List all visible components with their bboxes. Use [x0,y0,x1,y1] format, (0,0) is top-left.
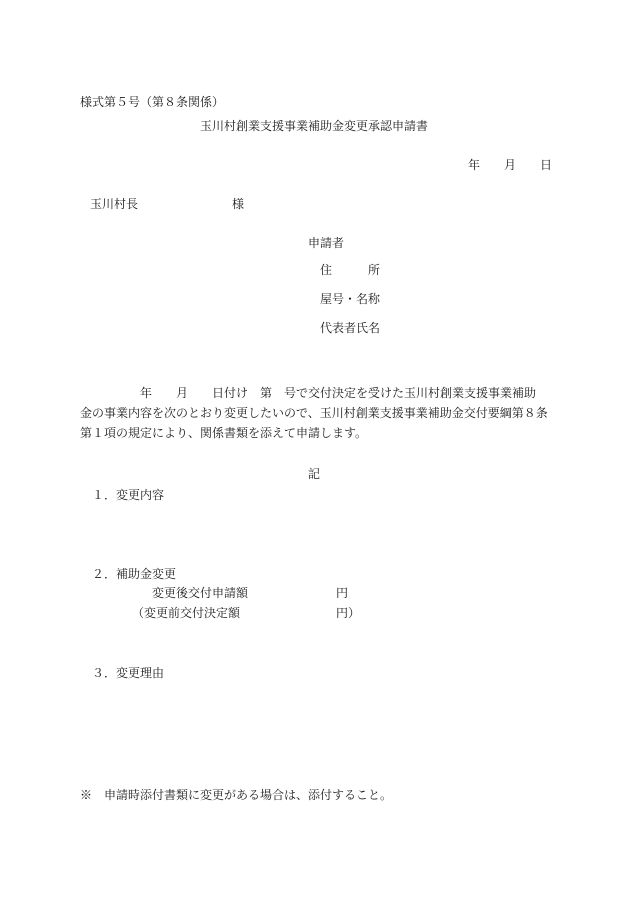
date-year: 年 [468,158,481,172]
addressee-name: 玉川村長 [90,197,139,211]
ki-heading: 記 [308,467,321,481]
date-day: 日 [540,158,553,172]
before-change-amount-label: （変更前交付決定額 [132,606,241,620]
item-change-content: １．変更内容 [92,488,165,502]
document-title: 玉川村創業支援事業補助金変更承認申請書 [200,119,429,133]
before-change-amount-unit: 円） [336,606,361,620]
applicant-trade-name-label: 屋号・名称 [320,292,381,306]
form-number: 様式第５号（第８条関係） [80,95,225,109]
item-change-reason: ３．変更理由 [92,666,165,680]
body-line-1: 年 月 日付け 第 号で交付決定を受けた玉川村創業支援事業補助 [140,386,537,400]
item-subsidy-change: ２．補助金変更 [92,567,177,581]
after-change-amount-label: 変更後交付申請額 [152,586,249,600]
applicant-address-label: 住 所 [320,263,381,277]
body-line-3: 第１項の規定により、関係書類を添えて申請します。 [80,426,368,440]
body-line-2: 金の事業内容を次のとおり変更したいので、玉川村創業支援事業補助金交付要綱第８条 [80,406,548,420]
date-month: 月 [504,158,517,172]
addressee-honorific: 様 [232,197,245,211]
after-change-amount-unit: 円 [336,586,349,600]
applicant-heading: 申請者 [308,236,345,250]
attachment-note: ※ 申請時添付書類に変更がある場合は、添付すること。 [80,788,393,802]
applicant-representative-label: 代表者氏名 [320,321,381,335]
